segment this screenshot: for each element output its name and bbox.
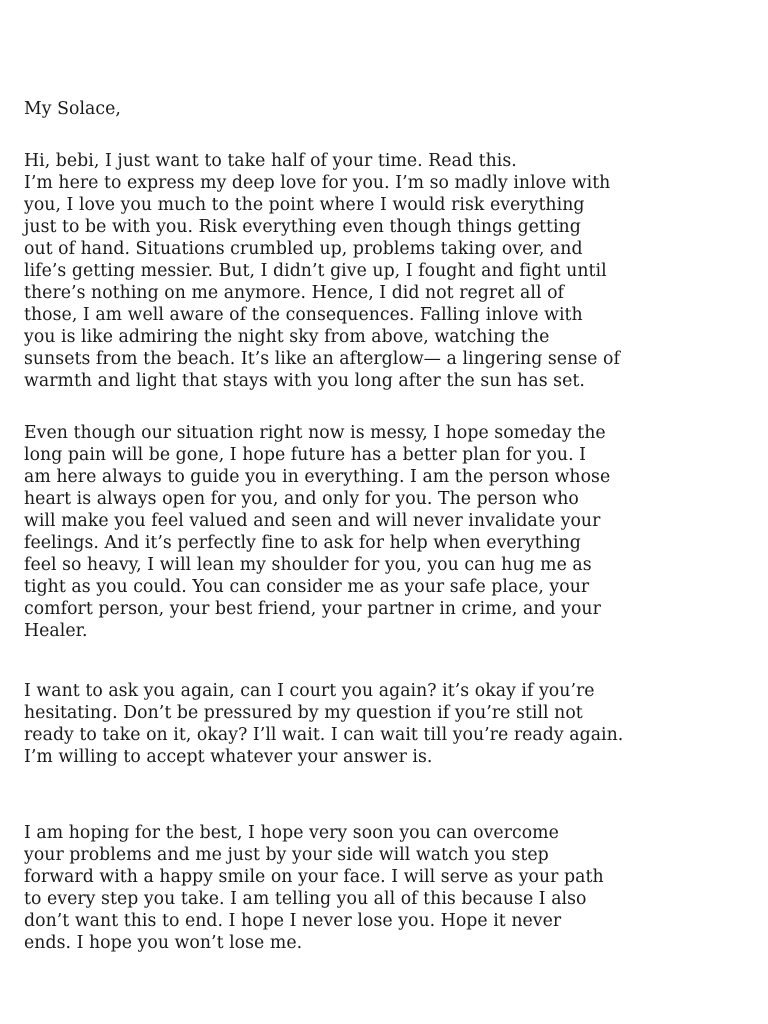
paragraph-line: feelings. And it’s perfectly fine to ask for help when everything xyxy=(24,533,581,553)
paragraph-line: heart is always open for you, and only for you. The person who xyxy=(24,489,579,509)
paragraph-line: comfort person, your best friend, your partner in crime, and your xyxy=(24,599,601,619)
paragraph-line: sunsets from the beach. It’s like an afterglow— a lingering sense of xyxy=(24,349,620,369)
paragraph-line: Even though our situation right now is messy, I hope someday the xyxy=(24,423,606,443)
paragraph-line: I want to ask you again, can I court you again? it’s okay if you’re xyxy=(24,681,595,701)
paragraph-line: to every step you take. I am telling you all of this because I also xyxy=(24,889,587,909)
paragraph-line: there’s nothing on me anymore. Hence, I did not regret all of xyxy=(24,283,564,303)
paragraph-line: will make you feel valued and seen and will never invalidate your xyxy=(24,511,601,531)
paragraph-line: ends. I hope you won’t lose me. xyxy=(24,933,303,953)
paragraph-line: I’m here to express my deep love for you. I’m so madly inlove with xyxy=(24,173,611,193)
paragraph-line: don’t want this to end. I hope I never lose you. Hope it never xyxy=(24,911,562,931)
paragraph-line: I’m willing to accept whatever your answer is. xyxy=(24,747,433,767)
paragraph-line: forward with a happy smile on your face. I will serve as your path xyxy=(24,867,604,887)
paragraph-line: you is like admiring the night sky from above, watching the xyxy=(24,327,550,347)
paragraph-line: just to be with you. Risk everything even though things getting xyxy=(24,217,581,237)
paragraph-line: your problems and me just by your side will watch you step xyxy=(24,845,549,865)
paragraph-line: am here always to guide you in everything. I am the person whose xyxy=(24,467,611,487)
paragraph-line: Hi, bebi, I just want to take half of your time. Read this. xyxy=(24,151,517,171)
paragraph-line: long pain will be gone, I hope future has a better plan for you. I xyxy=(24,445,587,465)
paragraph-line: ready to take on it, okay? I’ll wait. I can wait till you’re ready again. xyxy=(24,725,624,745)
paragraph-line: hesitating. Don’t be pressured by my question if you’re still not xyxy=(24,703,583,723)
paragraph-line: tight as you could. You can consider me as your safe place, your xyxy=(24,577,590,597)
paragraph-line: you, I love you much to the point where I would risk everything xyxy=(24,195,585,215)
paragraph-line: out of hand. Situations crumbled up, problems taking over, and xyxy=(24,239,583,259)
salutation: My Solace, xyxy=(24,99,121,119)
paragraph-line: those, I am well aware of the consequences. Falling inlove with xyxy=(24,305,583,325)
paragraph-line: warmth and light that stays with you long after the sun has set. xyxy=(24,371,585,391)
paragraph-line: Healer. xyxy=(24,621,88,641)
paragraph-line: life’s getting messier. But, I didn’t give up, I fought and fight until xyxy=(24,261,607,281)
paragraph-line: feel so heavy, I will lean my shoulder for you, you can hug me as xyxy=(24,555,592,575)
paragraph-line: I am hoping for the best, I hope very soon you can overcome xyxy=(24,823,559,843)
